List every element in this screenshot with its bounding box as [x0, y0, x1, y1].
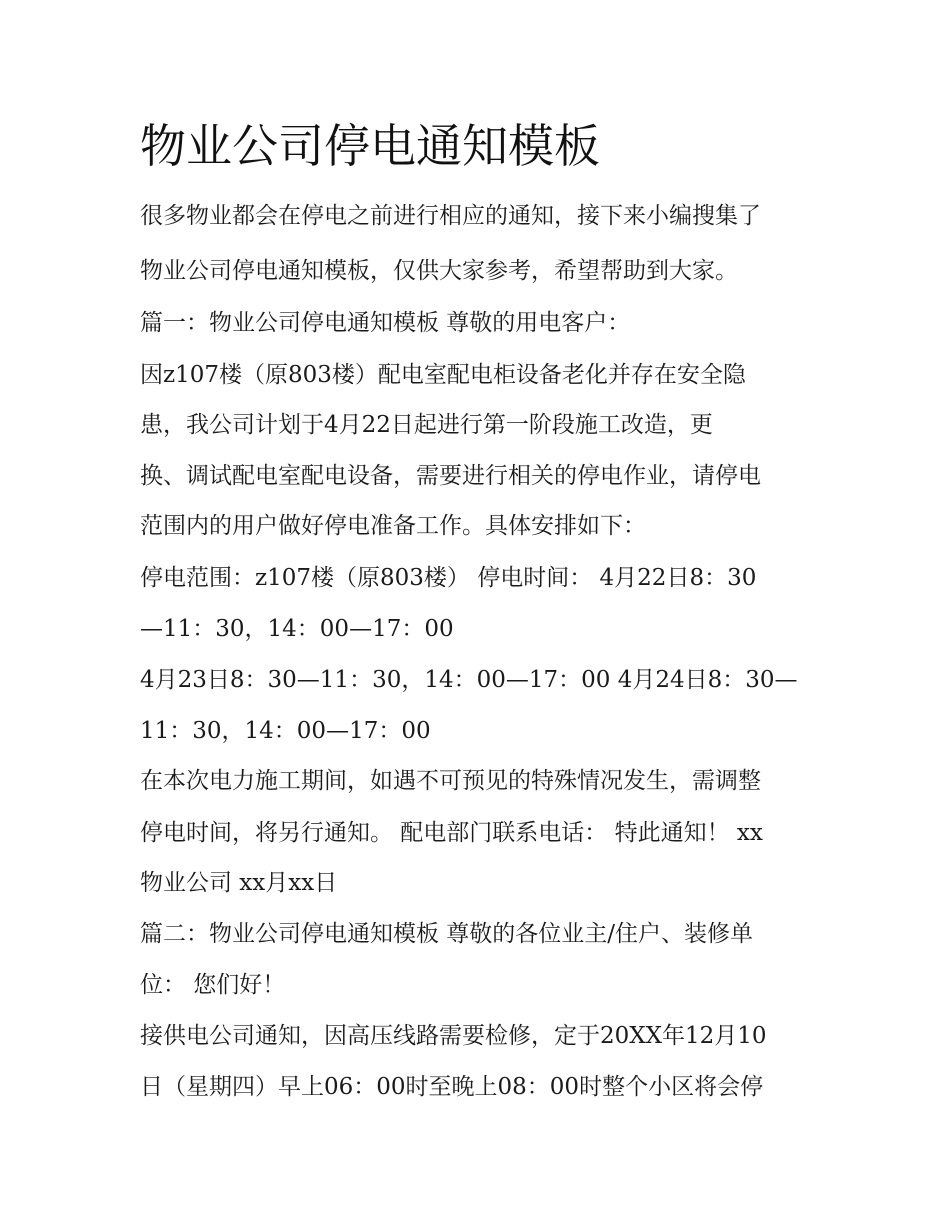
paragraph-line: 篇二：物业公司停电通知模板 尊敬的各位业主/住户、装修单 [140, 921, 754, 947]
paragraph-line: 位： 您们好！ [140, 972, 286, 998]
paragraph-line: 因z107楼（原803楼）配电室配电柜设备老化并存在安全隐 [140, 362, 746, 388]
paragraph-line: 患，我公司计划于4月22日起进行第一阶段施工改造，更 [140, 412, 713, 438]
document-title: 物业公司停电通知模板 [140, 119, 600, 173]
paragraph-line: 11：30，14：00—17：00 [140, 718, 431, 744]
paragraph-line: 范围内的用户做好停电准备工作。具体安排如下： [140, 513, 646, 539]
paragraph-line: 日（星期四）早上06：00时至晚上08：00时整个小区将会停 [140, 1074, 764, 1100]
paragraph-line: 换、调试配电室配电设备，需要进行相关的停电作业，请停电 [140, 463, 761, 489]
paragraph-line: 物业公司停电通知模板，仅供大家参考，希望帮助到大家。 [140, 258, 738, 284]
paragraph-line: 篇一：物业公司停电通知模板 尊敬的用电客户： [140, 310, 631, 336]
paragraph-line: 停电时间，将另行通知。 配电部门联系电话： 特此通知！ xx [140, 820, 763, 846]
paragraph-line: 接供电公司通知，因高压线路需要检修，定于20XX年12月10 [140, 1023, 767, 1049]
paragraph-line: —11：30，14：00—17：00 [140, 616, 454, 642]
paragraph-line: 停电范围：z107楼（原803楼） 停电时间： 4月22日8：30 [140, 565, 757, 591]
paragraph-line: 很多物业都会在停电之前进行相应的通知，接下来小编搜集了 [140, 203, 761, 229]
paragraph-line: 物业公司 xx月xx日 [140, 870, 338, 896]
paragraph-line: 在本次电力施工期间，如遇不可预见的特殊情况发生，需调整 [140, 768, 761, 794]
paragraph-line: 4月23日8：30—11：30，14：00—17：00 4月24日8：30— [140, 667, 798, 693]
